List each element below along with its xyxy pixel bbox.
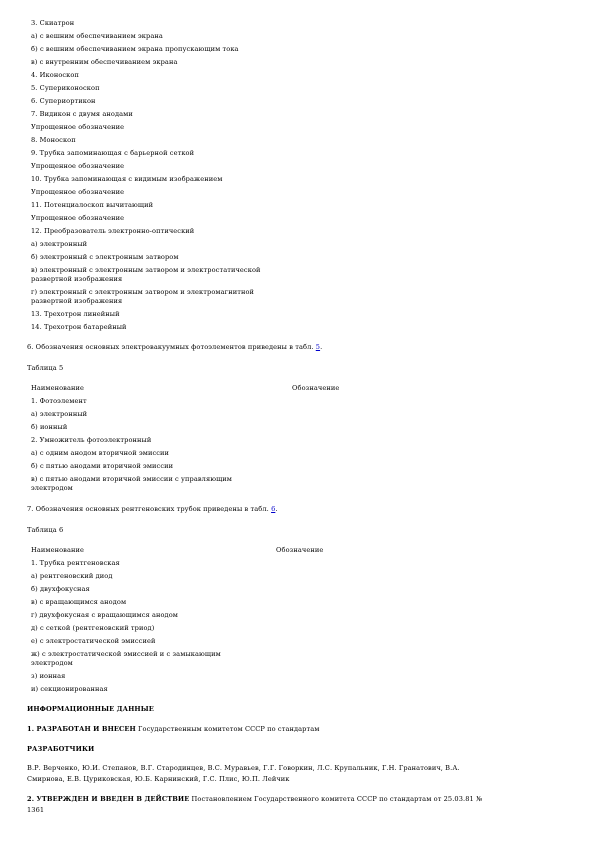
developers-heading: РАЗРАБОТЧИКИ: [27, 745, 95, 753]
list-item: в) с внутренним обеспечиванием экрана: [31, 58, 178, 66]
list-item: 11. Потенциалоскоп вычитающий: [31, 201, 154, 209]
table-row: а) с одним анодом вторичной эмиссии: [31, 449, 170, 457]
table-row: 1. Фотоэлемент: [31, 397, 87, 405]
table-row: д) с сеткой (рентгеновский триод): [31, 624, 155, 632]
table-row: в) с вращающимся анодом: [31, 598, 127, 606]
paragraph-6: 6. Обозначения основных электровакуумных фотоэлементов приведены в табл. 5.: [27, 343, 323, 351]
table-row: а) электронный: [31, 410, 88, 418]
table-row: в) с пятью анодами вторичной эмиссии с управляющим: [31, 475, 233, 483]
table-row: е) с электростатической эмиссией: [31, 637, 156, 645]
list-item: б) электронный с электронным затвором: [31, 253, 179, 261]
table-row: а) рентгеновский диод: [31, 572, 113, 580]
table-row: б) с пятью анодами вторичной эмиссии: [31, 462, 174, 470]
table-row: б) двухфокусная: [31, 585, 90, 593]
table-row: и) секционированная: [31, 685, 108, 693]
list-item: развертной изображения: [31, 275, 123, 283]
table-row: з) ионная: [31, 672, 66, 680]
list-item: 8. Моноскоп: [31, 136, 76, 144]
list-item: Упрощенное обозначение: [31, 123, 125, 131]
list-item: 13. Трехотрон линейный: [31, 310, 120, 318]
table-row: электродом: [31, 659, 73, 667]
list-item: Упрощенное обозначение: [31, 188, 125, 196]
list-item: 4. Иконоскоп: [31, 71, 79, 79]
table-row: б) ионный: [31, 423, 68, 431]
info-item-1: 1. РАЗРАБОТАН И ВНЕСЕН Государственным комитетом СССР по стандартам: [27, 725, 320, 733]
list-item: а) с вешним обеспечиванием экрана: [31, 32, 163, 40]
list-item: 5. Супериконоскоп: [31, 84, 100, 92]
list-item: 7. Видикон с двумя анодами: [31, 110, 133, 118]
table-5-col-symbol-header: Обозначение: [292, 384, 340, 392]
list-item: 12. Преобразователь электронно-оптический: [31, 227, 195, 235]
list-item: г) электронный с электронным затвором и электромагнитной: [31, 288, 255, 296]
table-6-col-symbol-header: Обозначение: [276, 546, 324, 554]
table-5-col-name-header: Наименование: [31, 384, 85, 392]
table-6-title: Таблица 6: [27, 526, 64, 534]
info-heading: ИНФОРМАЦИОННЫЕ ДАННЫЕ: [27, 705, 154, 713]
list-item: 6. Супериортикон: [31, 97, 96, 105]
developers-line: Смирнова, Е.В. Цуриковская, Ю.Б. Карнинский, Г.С. Плис, Ю.П. Лейчик: [27, 775, 290, 783]
list-item: б) с вешним обеспечиванием экрана пропускающим тока: [31, 45, 239, 53]
table-6-col-name-header: Наименование: [31, 546, 85, 554]
table-5-link[interactable]: 5: [315, 343, 321, 351]
table-6-link[interactable]: 6: [271, 505, 276, 513]
list-item: развертной изображения: [31, 297, 123, 305]
list-item: 3. Скиатрон: [31, 19, 75, 27]
developers-line: В.Р. Верченко, Ю.И. Степанов, В.Г. Стародинцев, В.С. Муравьев, Г.Г. Говоркин, Л.С. Крупальник, Г.Н. Гранатович, В.А.: [27, 764, 460, 772]
list-item: Упрощенное обозначение: [31, 214, 125, 222]
table-5-title: Таблица 5: [27, 364, 64, 372]
list-item: а) электронный: [31, 240, 88, 248]
table-row: г) двухфокусная с вращающимся анодом: [31, 611, 179, 619]
list-item: 9. Трубка запоминающая с барьерной сеткой: [31, 149, 195, 157]
info-item-2: 2. УТВЕРЖДЕН И ВВЕДЕН В ДЕЙСТВИЕ Постановлением Государственного комитета СССР по стандартам от 25.03.81 №: [27, 795, 483, 803]
table-row: 2. Умножитель фотоэлектронный: [31, 436, 152, 444]
info-item-2-line-2: 1361: [27, 806, 45, 814]
table-row: ж) с электростатической эмиссией и с замыкающим: [31, 650, 221, 658]
table-row: 1. Трубка рентгеновская: [31, 559, 120, 567]
table-row: электродом: [31, 484, 73, 492]
list-item: 14. Трехотрон батарейный: [31, 323, 127, 331]
list-item: Упрощенное обозначение: [31, 162, 125, 170]
list-item: 10. Трубка запоминающая с видимым изображением: [31, 175, 223, 183]
paragraph-7: 7. Обозначения основных рентгеновских трубок приведены в табл. 6.: [27, 505, 278, 513]
list-item: в) электронный с электронным затвором и электростатической: [31, 266, 261, 274]
